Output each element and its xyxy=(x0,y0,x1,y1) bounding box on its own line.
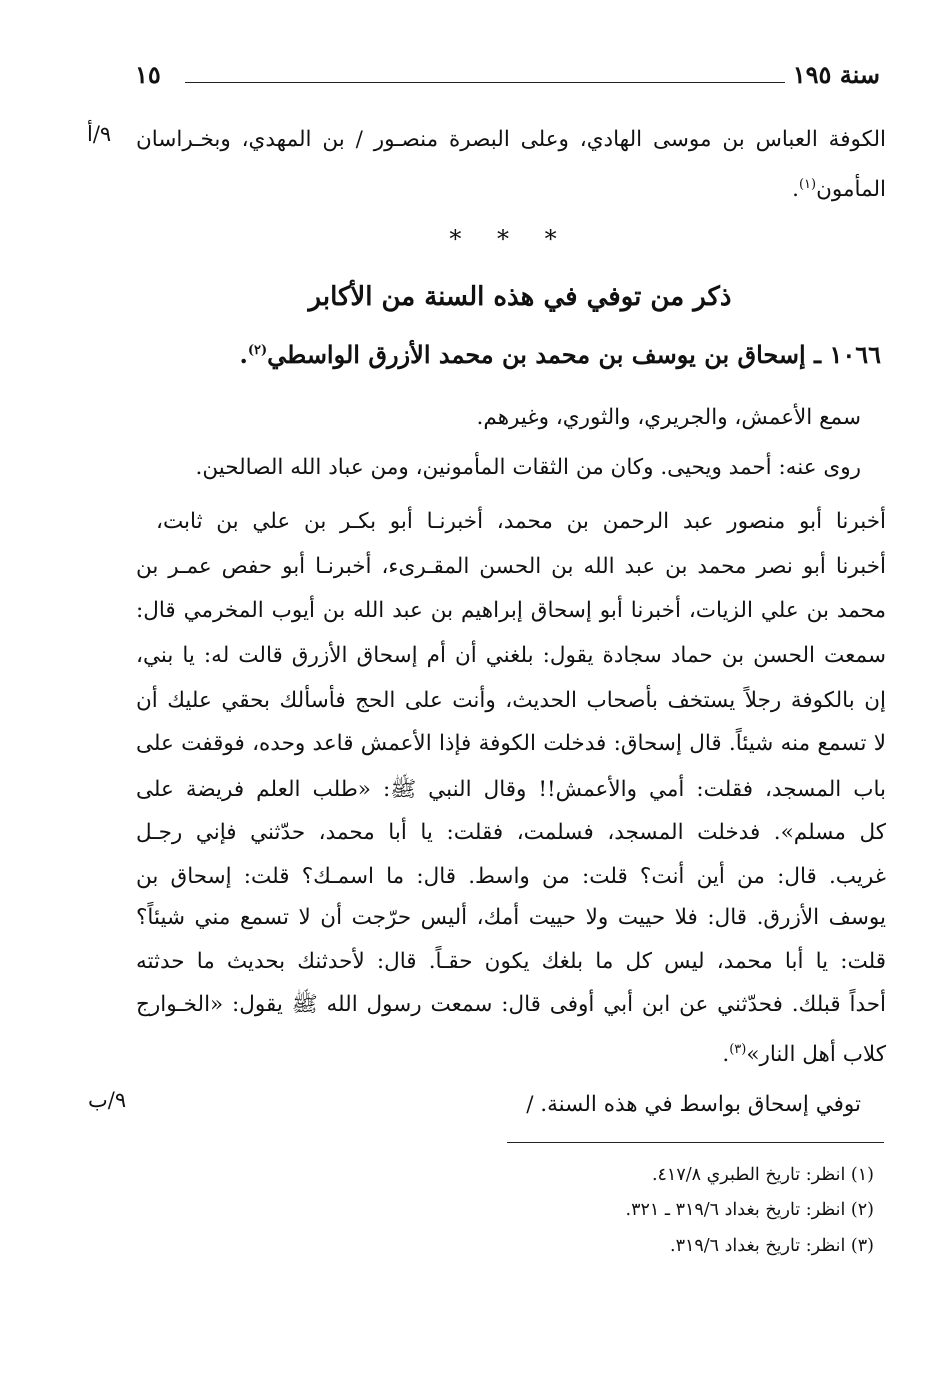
story-line: يوسف الأزرق. قال: فلا حييت ولا حييت أمك، أليس حرّجت أن لا تسمع مني شيئاً؟ xyxy=(136,905,886,930)
story-line: أحداً قبلك. فحدّثني عن ابن أبي أوفى قال: سمعت رسول الله ﷺ يقول: «الخـوارج xyxy=(136,992,886,1017)
entry-title-end: . xyxy=(239,340,248,369)
story-line: قلت: يا أبا محمد، ليس كل ما بلغك يكون حقـاً. قال: لأحدثنك بحديث ما حدثته xyxy=(136,949,886,974)
header-year: سنة ١٩٥ xyxy=(792,60,880,89)
running-header xyxy=(135,60,880,100)
page-number: ١٥ xyxy=(135,60,161,89)
intro-line-1: الكوفة العباس بن موسى الهادي، وعلى البصرة منصـور / بن المهدي، وبخـراسان xyxy=(136,127,886,152)
story-line: محمد بن علي الزيات، أخبرنا أبو إسحاق إبراهيم بن عبد الله بن أيوب المخرمي قال: xyxy=(136,598,886,623)
story-line: باب المسجد، فقلت: أمي والأعمش!! وقال النبي ﷺ: «طلب العلم فريضة على xyxy=(136,777,886,802)
intro-line-2-text: المأمون xyxy=(816,177,886,203)
footnote-2: (٢) انظر: تاريخ بغداد ٣١٩/٦ ـ ٣٢١. xyxy=(625,1200,874,1220)
margin-folio-ref-b: ٩/ب xyxy=(88,1088,127,1112)
story-line: إن بالكوفة رجلاً يستخف بأصحاب الحديث، وأنت على الحج فأسألك بحقي عليك أن xyxy=(136,688,886,713)
footnote-3: (٣) انظر: تاريخ بغداد ٣١٩/٦. xyxy=(669,1236,874,1256)
entry-title-text: ١٠٦٦ ـ إسحاق بن يوسف بن محمد بن محمد الأزرق الواسطي xyxy=(267,340,881,369)
footnote-1: (١) انظر: تاريخ الطبري ٤١٧/٨. xyxy=(651,1165,874,1185)
footnote-ref-1: (١) xyxy=(798,177,817,192)
intro-line-2-end: . xyxy=(792,177,799,203)
story-line: سمعت الحسن بن حماد سجادة يقول: بلغني أن أم إسحاق الأزرق قالت له: يا بني، xyxy=(136,643,886,668)
footnote-ref-3: (٣) xyxy=(729,1042,747,1057)
footnote-rule xyxy=(507,1142,884,1143)
death-line: توفي إسحاق بواسط في هذه السنة. / xyxy=(526,1092,861,1117)
story-last-line xyxy=(136,1035,886,1070)
story-last-text: كلاب أهل النار» xyxy=(746,1042,886,1068)
intro-line-2 xyxy=(136,170,886,205)
margin-folio-ref-a: ٩/أ xyxy=(87,122,112,146)
story-line: لا تسمع منه شيئاً. قال إسحاق: فدخلت الكوفة فإذا الأعمش قاعد وحده، فوقفت على xyxy=(136,731,886,756)
narrators-line: روى عنه: أحمد ويحيى. وكان من الثقات المأمونين، ومن عباد الله الصالحين. xyxy=(195,455,861,480)
story-last-end: . xyxy=(722,1042,730,1068)
story-line: أخبرنا أبو منصور عبد الرحمن بن محمد، أخبرنـا أبو بكـر بن علي بن ثابت، xyxy=(156,509,886,534)
story-line: غريب. قال: من أين أنت؟ قلت: من واسط. قال: ما اسمـك؟ قلت: إسحاق بن xyxy=(136,864,886,889)
story-line: كل مسلم». فدخلت المسجد، فسلمت، فقلت: يا أبا محمد، حدّثني فإني رجـل xyxy=(136,820,886,845)
entry-title xyxy=(239,340,881,369)
section-heading: ذكر من توفي في هذه السنة من الأكابر xyxy=(308,282,732,312)
header-rule xyxy=(185,82,785,83)
section-separator: * * * xyxy=(449,225,571,253)
heard-from-line: سمع الأعمش، والجريري، والثوري، وغيرهم. xyxy=(476,405,861,430)
story-line: أخبرنا أبو نصر محمد بن عبد الله بن الحسن المقـرىء، أخبرنـا أبو حفص عمـر بن xyxy=(136,554,886,579)
footnote-ref-2: (٢) xyxy=(247,343,268,358)
